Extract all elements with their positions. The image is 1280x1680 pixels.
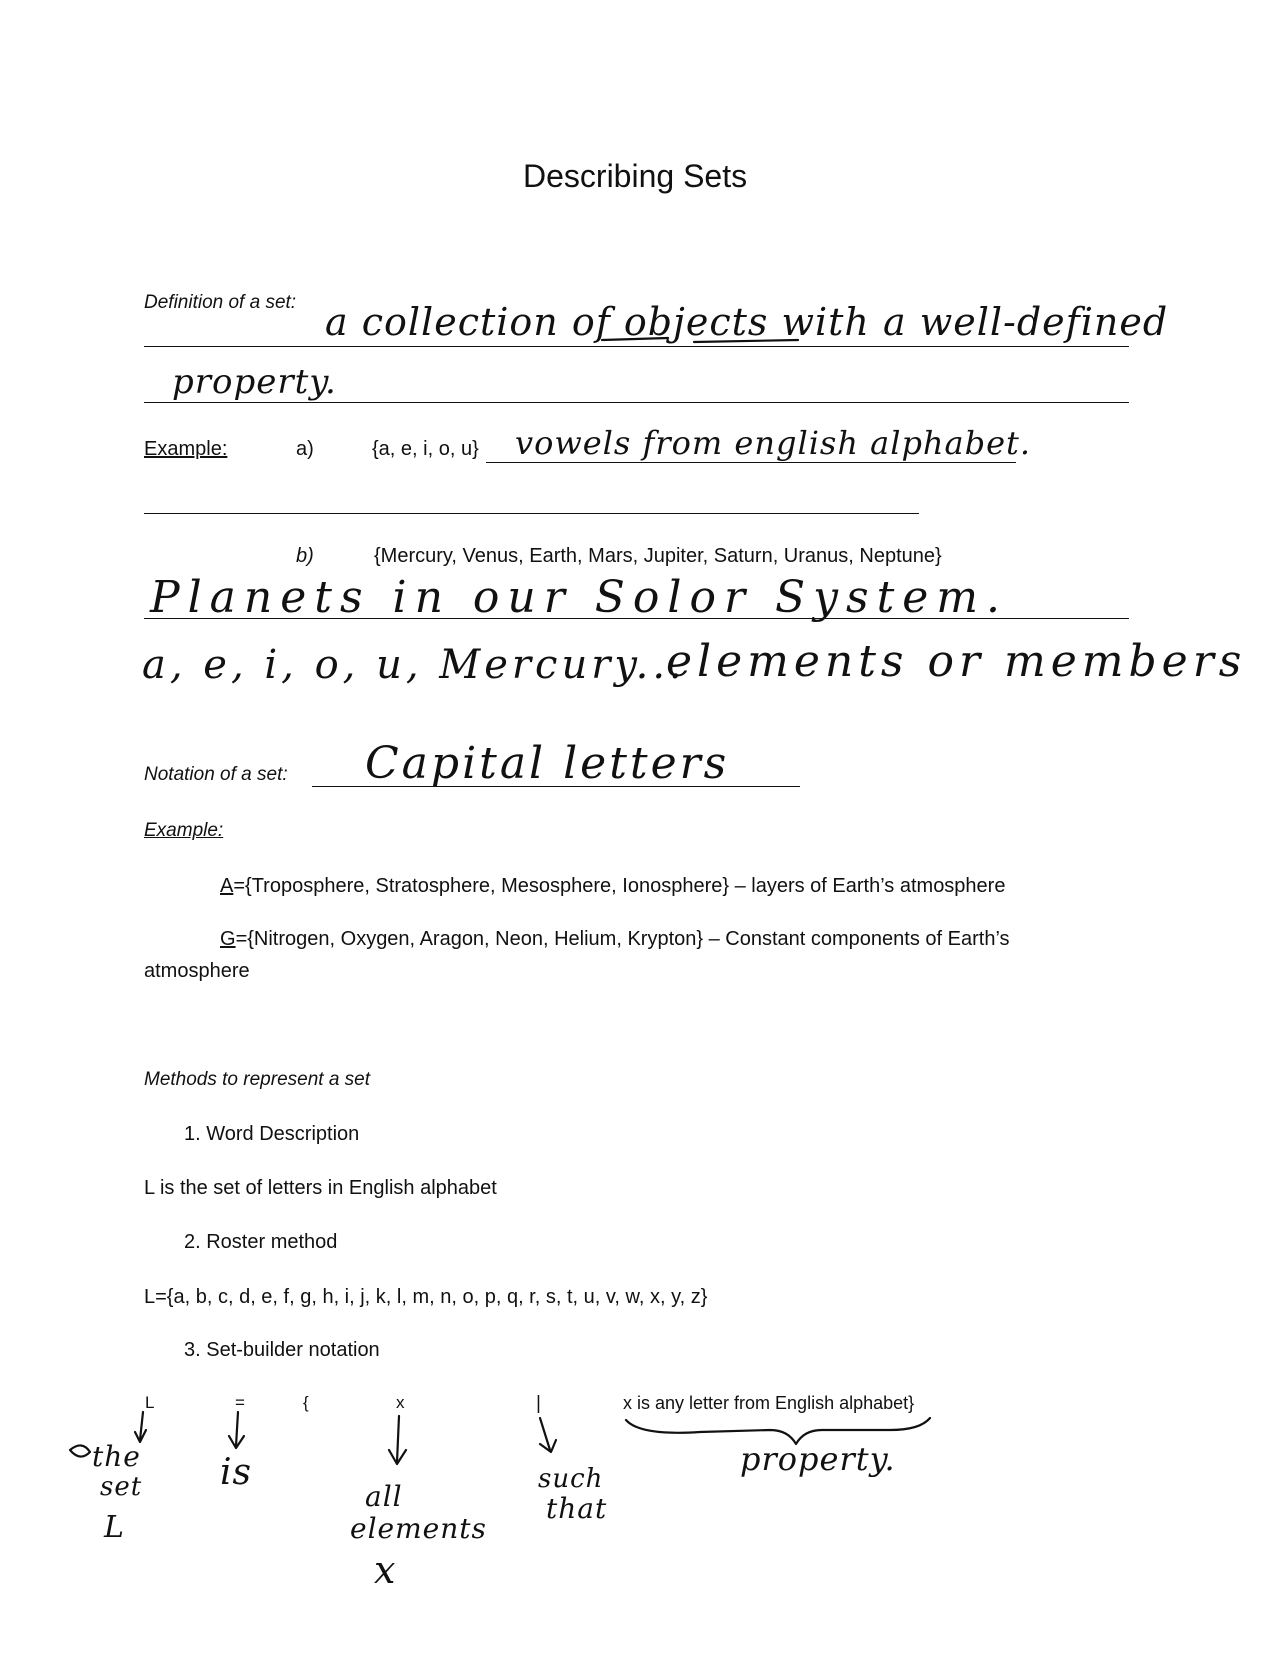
example-answer-a: vowels from english alphabet.: [515, 424, 1032, 462]
set-letter-a: A: [220, 875, 234, 897]
note-is: is: [220, 1452, 252, 1493]
example-set-b: {Mercury, Venus, Earth, Mars, Jupiter, Saturn, Uranus, Neptune}: [374, 545, 942, 567]
example-answer-b: Planets in our Solor System.: [150, 572, 1009, 623]
set-g-text: ={Nitrogen, Oxygen, Aragon, Neon, Helium, Krypton} – Constant components of Earth’s: [235, 928, 1010, 950]
setbuilder-symbol-brace: {: [303, 1393, 309, 1412]
method-2-text: L={a, b, c, d, e, f, g, h, i, j, k, l, m, n, o, p, q, r, s, t, u, v, w, x, y, z}: [144, 1286, 708, 1308]
note-set: set: [100, 1472, 143, 1502]
underline-of: [602, 338, 668, 340]
example-item-a: a): [296, 438, 314, 460]
note-that: that: [546, 1492, 608, 1525]
method-2: 2. Roster method: [184, 1231, 338, 1253]
example-item-b: b): [296, 545, 314, 567]
set-letter-g: G: [220, 928, 236, 950]
setbuilder-symbol-x: x: [396, 1393, 405, 1412]
note-property: property.: [740, 1440, 896, 1478]
method-3: 3. Set-builder notation: [184, 1339, 380, 1361]
setbuilder-symbol-bar: |: [536, 1393, 541, 1414]
method-1: 1. Word Description: [184, 1123, 360, 1145]
set-a-text: ={Troposphere, Stratosphere, Mesosphere, Ionosphere} – layers of Earth’s atmosphere: [233, 875, 1006, 897]
notation-example-label: Example:: [144, 820, 224, 841]
definition-label: Definition of a set:: [144, 292, 297, 313]
elements-note-right: elements or members: [666, 636, 1247, 687]
note-such: such: [538, 1464, 604, 1494]
definition-answer-line1: a collection of objects with a well-defined: [325, 300, 1169, 344]
setbuilder-condition: x is any letter from English alphabet}: [623, 1393, 915, 1413]
notation-example-g-continued: atmosphere: [144, 960, 250, 982]
example-label: Example:: [144, 438, 228, 460]
note-l: L: [104, 1510, 125, 1545]
note-x: x: [374, 1548, 397, 1592]
definition-answer-line2: property.: [172, 362, 337, 402]
scribble-mark: [70, 1445, 90, 1456]
notation-label: Notation of a set:: [144, 764, 288, 785]
method-1-text: L is the set of letters in English alphabet: [144, 1177, 497, 1199]
note-all: all: [365, 1480, 403, 1513]
arrow-equals: [236, 1412, 238, 1446]
elements-note: a, e, i, o, u, Mercury...: [142, 642, 686, 688]
note-the: the: [92, 1440, 141, 1473]
example-set-a: {a, e, i, o, u}: [372, 438, 479, 460]
brace-property: [626, 1418, 930, 1444]
arrow-x: [397, 1416, 399, 1462]
methods-heading: Methods to represent a set: [144, 1069, 371, 1090]
underline-objects: [694, 340, 798, 342]
note-elements: elements: [350, 1512, 487, 1545]
setbuilder-symbol-l: L: [145, 1393, 155, 1412]
notation-answer: Capital letters: [365, 738, 730, 789]
setbuilder-symbol-equals: =: [235, 1393, 245, 1412]
page-title: Describing Sets: [523, 158, 748, 194]
